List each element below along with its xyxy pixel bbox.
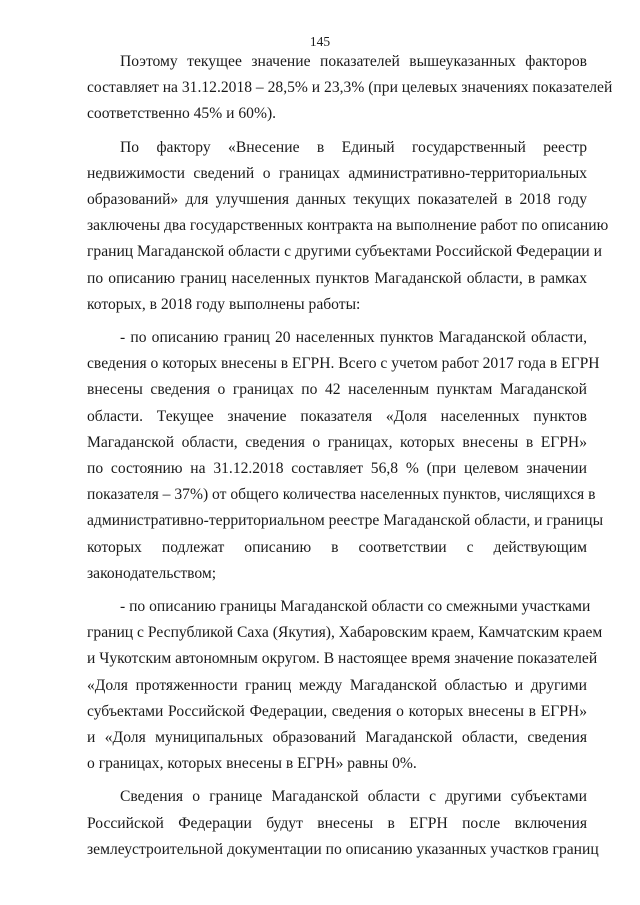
text-line: землеустроительной документации по описанию указанных участков границ <box>87 841 599 858</box>
text-line: сведения о которых внесены в ЕГРН. Всего с учетом работ 2017 года в ЕГРН <box>87 355 600 372</box>
text-line: внесены сведения о границах по 42 населенным пунктам Магаданской <box>87 381 587 398</box>
text-line: образований» для улучшения данных текущих показателей в 2018 году <box>87 191 587 208</box>
text-line: Российской Федерации будут внесены в ЕГРН после включения <box>87 815 587 832</box>
text-line: по состоянию на 31.12.2018 составляет 56,8 % (при целевом значении <box>87 460 587 477</box>
text-line: о границах, которых внесены в ЕГРН» равны 0%. <box>87 755 417 772</box>
text-line: и «Доля муниципальных образований Магаданской области, сведения <box>87 729 587 746</box>
text-line: которых, в 2018 году выполнены работы: <box>87 296 361 313</box>
text-line: заключены два государственных контракта на выполнение работ по описанию <box>87 217 609 234</box>
text-line: границ Магаданской области с другими субъектами Российской Федерации и <box>87 243 602 260</box>
page-number: 145 <box>309 34 331 49</box>
text-line: которых подлежат описанию в соответствии с действующим <box>87 539 587 556</box>
text-line: границ с Республикой Саха (Якутия), Хабаровским краем, Камчатским краем <box>87 624 603 641</box>
text-line: Поэтому текущее значение показателей вышеуказанных факторов <box>120 53 587 70</box>
text-line: области. Текущее значение показателя «Доля населенных пунктов <box>87 408 587 425</box>
text-line: По фактору «Внесение в Единый государственный реестр <box>120 139 587 156</box>
text-line: показателя – 37%) от общего количества населенных пунктов, числящихся в <box>87 486 596 503</box>
text-line: законодательством; <box>87 565 217 582</box>
text-line: по описанию границ населенных пунктов Магаданской области, в рамках <box>87 270 587 287</box>
text-line: - по описанию границы Магаданской области со смежными участками <box>120 598 591 615</box>
text-line: соответственно 45% и 60%). <box>87 105 277 122</box>
text-line: недвижимости сведений о границах административно-территориальных <box>87 165 587 182</box>
text-line: «Доля протяженности границ между Магаданской областью и другими <box>87 677 587 694</box>
text-line: административно-территориальном реестре Магаданской области, и границы <box>87 512 604 529</box>
text-line: и Чукотским автономным округом. В настоящее время значение показателей <box>87 650 598 667</box>
text-line: субъектами Российской Федерации, сведения о которых внесены в ЕГРН» <box>87 703 587 720</box>
text-line: составляет на 31.12.2018 – 28,5% и 23,3% (при целевых значениях показателей <box>87 79 613 96</box>
text-line: Магаданской области, сведения о границах, которых внесены в ЕГРН» <box>87 434 587 451</box>
text-line: Сведения о границе Магаданской области с другими субъектами <box>120 788 587 805</box>
text-line: - по описанию границ 20 населенных пунктов Магаданской области, <box>120 329 587 346</box>
